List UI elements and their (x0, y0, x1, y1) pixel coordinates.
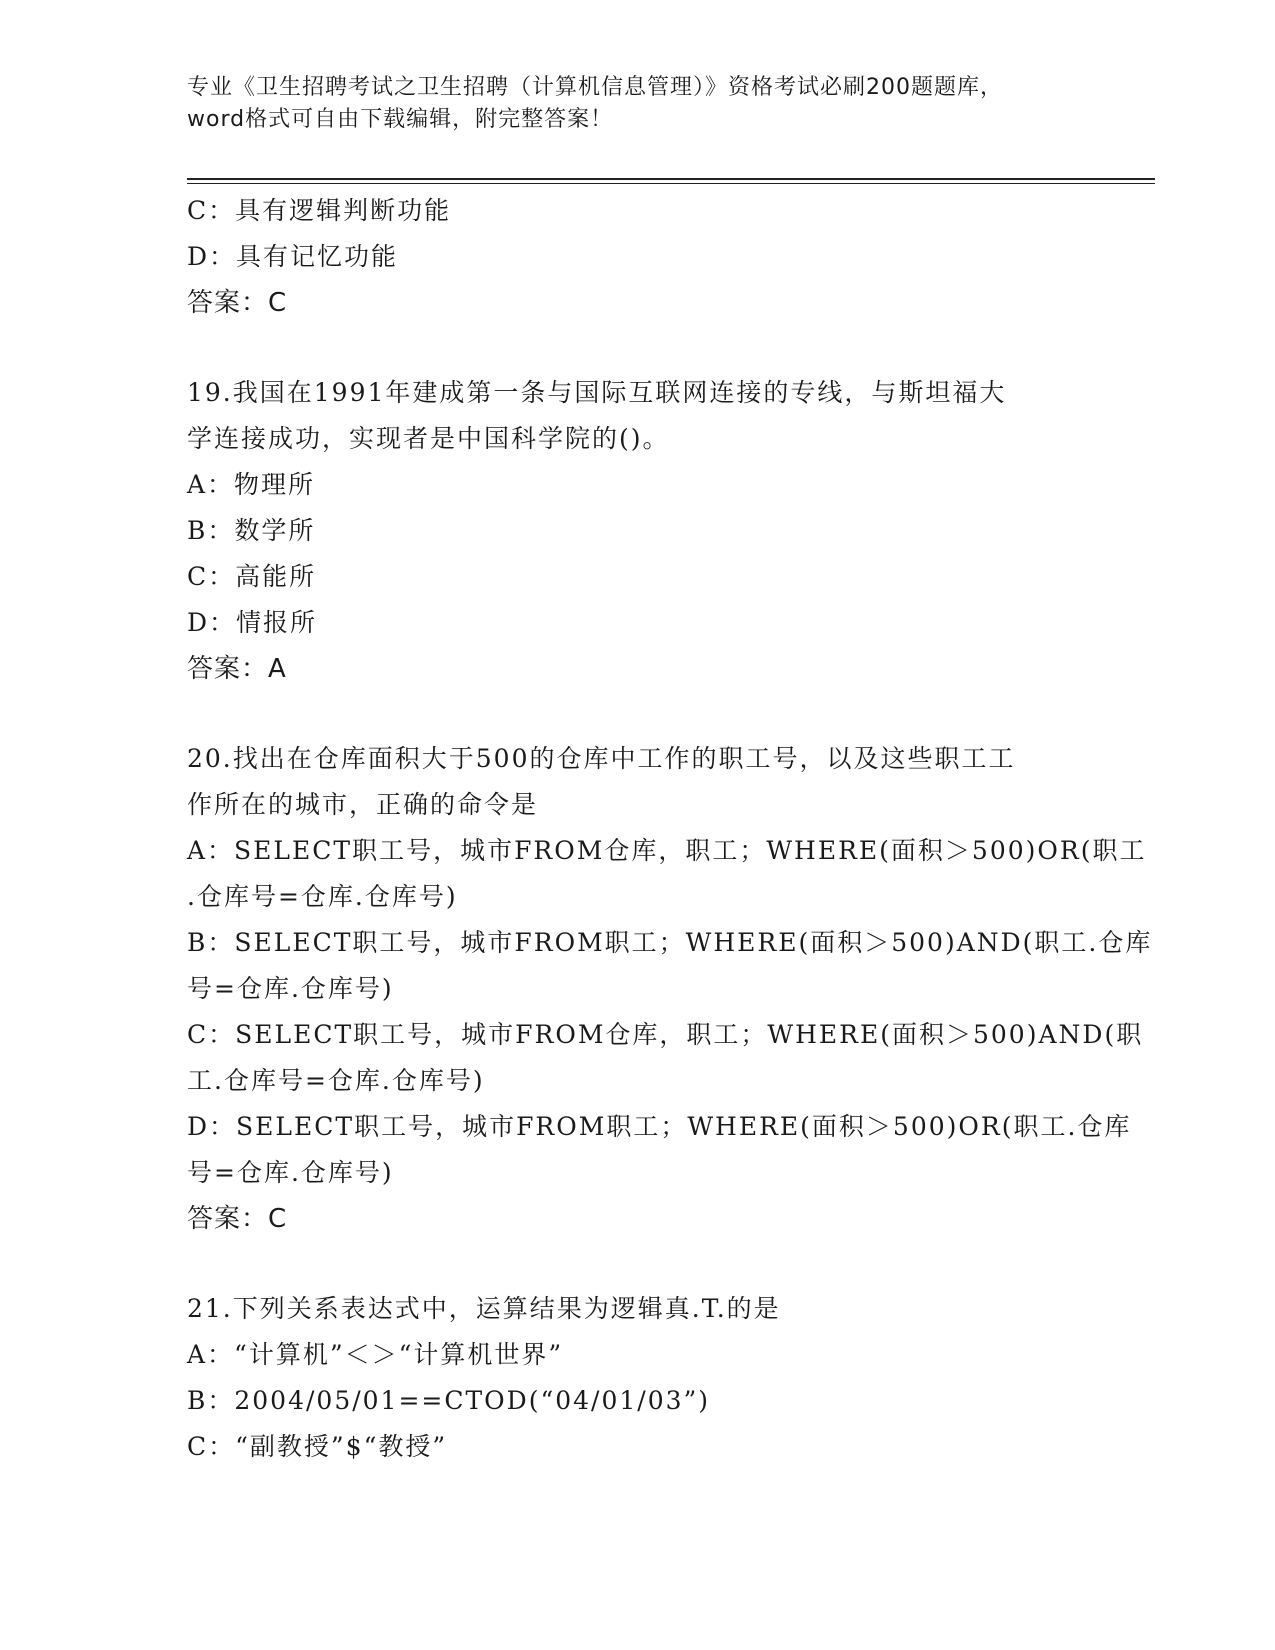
spacer (187, 326, 1087, 370)
q20-option-a-line-1: A：SELECT职工号，城市FROM仓库，职工；WHERE(面积＞500)OR(职工 (187, 836, 1147, 865)
header-divider (187, 178, 1155, 184)
q20-option-b-line-1: B：SELECT职工号，城市FROM职工；WHERE(面积＞500)AND(职工.仓库 (187, 928, 1153, 957)
q21-option-b: B：2004/05/01==CTOD(“04/01/03”) (187, 1386, 711, 1415)
document-header (187, 72, 1087, 136)
spacer (187, 692, 1087, 736)
question-20-block (187, 736, 1153, 1242)
q20-stem-line-2: 作所在的城市，正确的命令是 (187, 790, 539, 819)
question-18-block (187, 188, 1087, 326)
q18-answer: 答案：C (187, 288, 288, 318)
q19-option-b: B：数学所 (187, 516, 316, 545)
q19-answer: 答案：A (187, 654, 287, 684)
q20-option-b-line-2: 号=仓库.仓库号) (187, 974, 394, 1003)
q19-option-a: A：物理所 (187, 470, 316, 499)
q19-stem-line-1: 19.我国在1991年建成第一条与国际互联网连接的专线，与斯坦福大 (187, 378, 1007, 407)
q20-option-a-line-2: .仓库号=仓库.仓库号) (187, 882, 458, 911)
q21-stem-line-1: 21.下列关系表达式中，运算结果为逻辑真.T.的是 (187, 1294, 781, 1323)
q21-option-a: A：“计算机”＜＞“计算机世界” (187, 1340, 564, 1369)
question-content (187, 188, 1153, 1470)
q20-stem-line-1: 20.找出在仓库面积大于500的仓库中工作的职工号，以及这些职工工 (187, 744, 1016, 773)
q21-option-c: C：“副教授”$“教授” (187, 1432, 448, 1461)
q19-option-c: C：高能所 (187, 562, 317, 591)
q20-option-c-line-1: C：SELECT职工号，城市FROM仓库，职工；WHERE(面积＞500)AND(职 (187, 1020, 1144, 1049)
q20-option-d-line-2: 号=仓库.仓库号) (187, 1158, 394, 1187)
question-21-block (187, 1286, 1087, 1470)
q18-option-d: D：具有记忆功能 (187, 242, 399, 271)
q20-answer: 答案：C (187, 1204, 288, 1234)
q19-option-d: D：情报所 (187, 608, 318, 637)
q20-option-c-line-2: 工.仓库号=仓库.仓库号) (187, 1066, 485, 1095)
question-19-block (187, 370, 1087, 692)
spacer (187, 1242, 1087, 1286)
q18-option-c: C：具有逻辑判断功能 (187, 196, 452, 225)
header-title-line-1: 专业《卫生招聘考试之卫生招聘（计算机信息管理）》资格考试必刷200题题库， (187, 75, 1003, 100)
q19-stem-line-2: 学连接成功，实现者是中国科学院的()。 (187, 424, 670, 453)
q20-option-d-line-1: D：SELECT职工号，城市FROM职工；WHERE(面积＞500)OR(职工.仓库 (187, 1112, 1132, 1141)
header-title-line-2: word格式可自由下载编辑，附完整答案！ (187, 107, 614, 132)
